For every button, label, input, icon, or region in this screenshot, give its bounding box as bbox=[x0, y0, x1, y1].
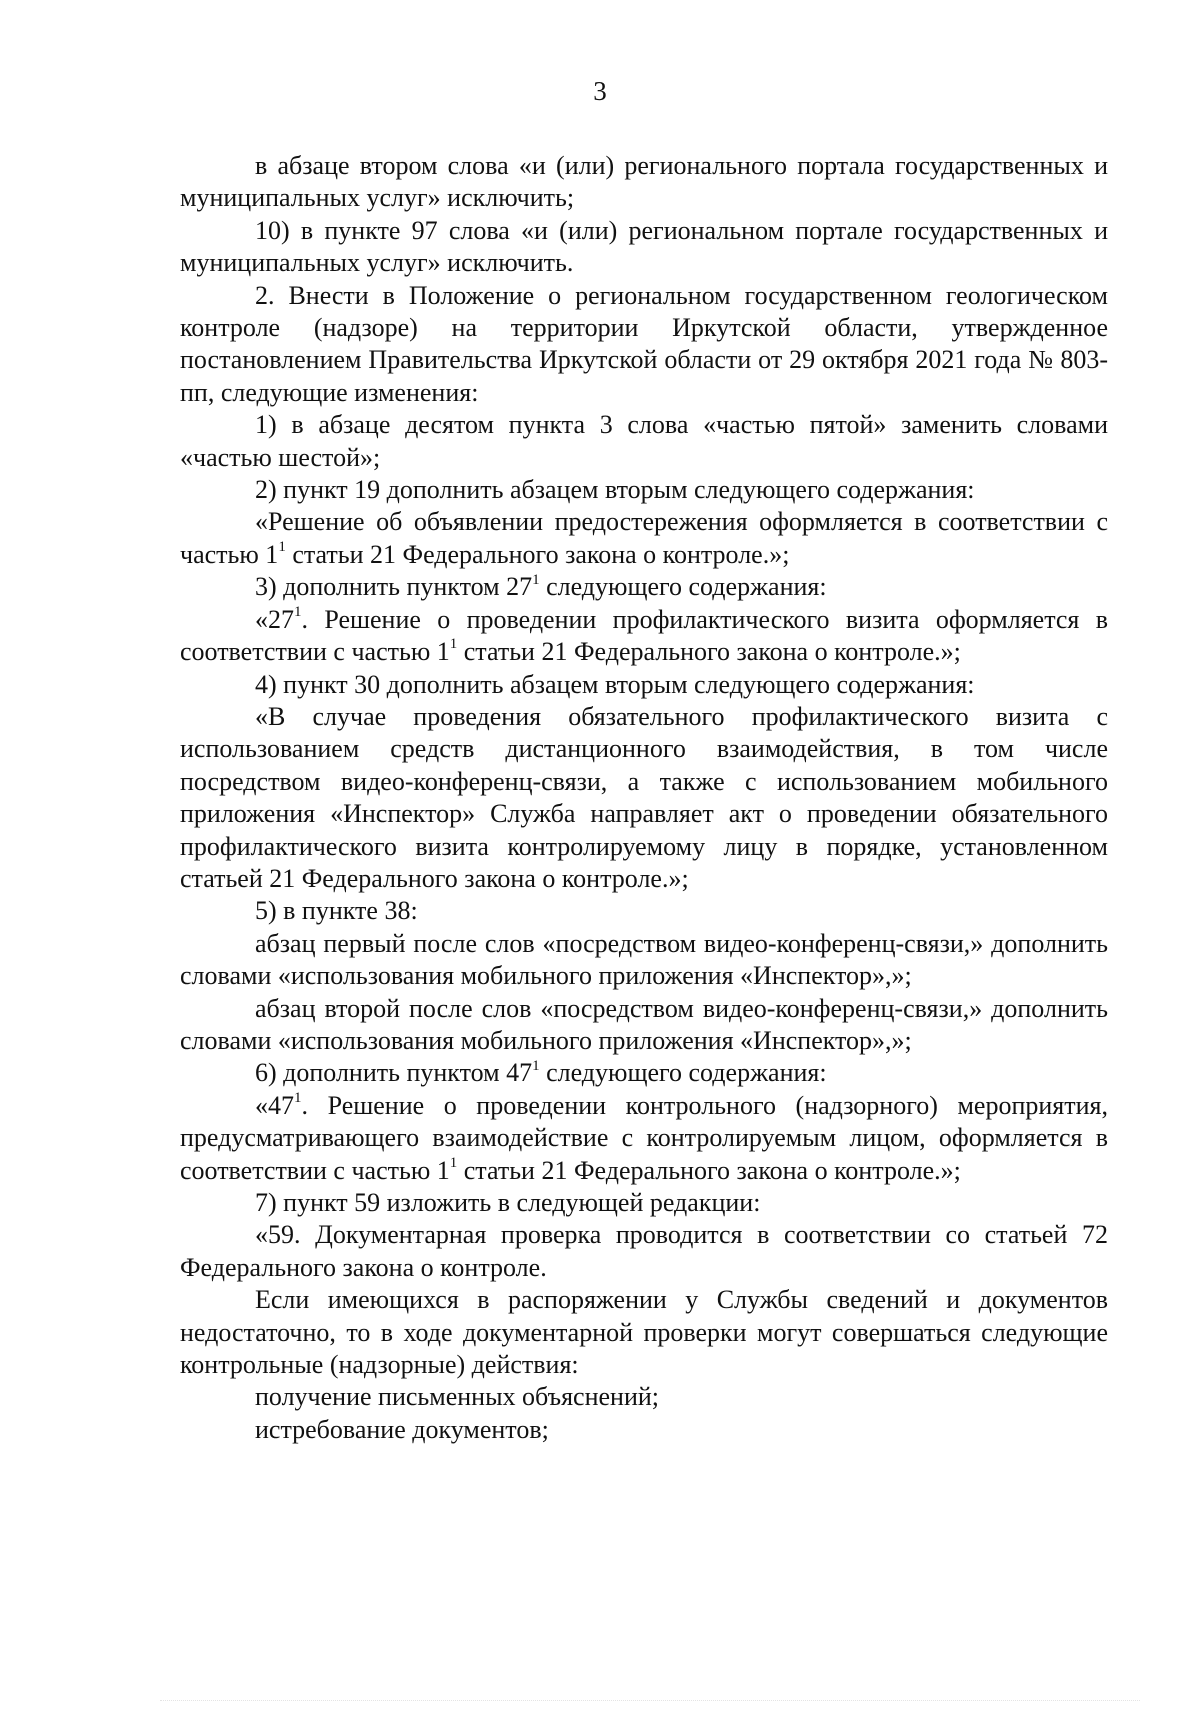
superscript: 1 bbox=[294, 604, 302, 621]
superscript: 1 bbox=[278, 539, 286, 556]
paragraph: в абзаце втором слова «и (или) регионального портала государственных и муниципальных услуг» исключить; bbox=[180, 151, 1108, 213]
paragraph-text: «27 bbox=[255, 604, 294, 634]
superscript: 1 bbox=[449, 636, 458, 653]
paragraph: «В случае проведения обязательного профилактического визита с использованием средств дистанционного взаимодействия, в том числе посредством видео-конференц-связи, а также с использованием мобильного приложения «Инспектор» Служба направляет акт о проведении обязательного профилактического визита контролируемому лицу в порядке, установленном статьей 21 Федерального закона о контроле.»; bbox=[180, 701, 1108, 893]
paragraph-text: статьи 21 Федерального закона о контроле.»; bbox=[457, 1155, 961, 1185]
paragraph-text: следующего содержания: bbox=[539, 1058, 827, 1088]
paragraph: 5) в пункте 38: bbox=[255, 896, 418, 926]
document-body bbox=[180, 150, 1108, 1446]
page-number: 3 bbox=[593, 76, 607, 106]
superscript: 1 bbox=[532, 1057, 540, 1074]
paragraph: абзац второй после слов «посредством видео-конференц-связи,» дополнить словами «использования мобильного приложения «Инспектор»,»; bbox=[180, 993, 1108, 1055]
paragraph: получение письменных объяснений; bbox=[255, 1382, 659, 1412]
paragraph-text: следующего содержания: bbox=[539, 572, 827, 602]
paragraph: 10) в пункте 97 слова «и (или) региональном портале государственных и муниципальных услуг» исключить. bbox=[180, 215, 1108, 278]
paragraph: 4) пункт 30 дополнить абзацем вторым следующего содержания: bbox=[255, 669, 975, 699]
paragraph: 7) пункт 59 изложить в следующей редакции: bbox=[255, 1188, 761, 1217]
paragraph: истребование документов; bbox=[255, 1414, 549, 1444]
paragraph: «59. Документарная проверка проводится в соответствии со статьей 72 Федерального закона о контроле. bbox=[180, 1220, 1108, 1282]
superscript: 1 bbox=[294, 1090, 302, 1107]
paragraph-text: 3) дополнить пунктом 27 bbox=[255, 572, 533, 602]
paragraph-text: статьи 21 Федерального закона о контроле.»; bbox=[457, 637, 961, 667]
paragraph-text: статьи 21 Федерального закона о контроле.»; bbox=[285, 539, 790, 569]
paragraph-text: «47 bbox=[255, 1090, 294, 1120]
paragraph: абзац первый после слов «посредством видео-конференц-связи,» дополнить словами «использования мобильного приложения «Инспектор»,»; bbox=[180, 928, 1108, 991]
paragraph bbox=[180, 1057, 1108, 1089]
paragraph: 2) пункт 19 дополнить абзацем вторым следующего содержания: bbox=[255, 475, 975, 505]
superscript: 1 bbox=[449, 1154, 458, 1171]
paragraph-text: . Решение о проведении контрольного (надзорного) мероприятия, предусматривающего взаимодействие с контролируемым лицом, оформляется в соответствии с частью 1 bbox=[180, 1090, 1108, 1185]
paragraph bbox=[180, 571, 1108, 603]
paragraph bbox=[180, 506, 1108, 571]
paragraph bbox=[180, 604, 1108, 669]
paragraph-text: 6) дополнить пунктом 47 bbox=[255, 1058, 533, 1088]
paragraph: 2. Внести в Положение о региональном государственном геологическом контроле (надзоре) на территории Иркутской области, утвержденное постановлением Правительства Иркутской области от 29 октября 2021 года № 803-пп, следующие изменения: bbox=[180, 280, 1108, 407]
paragraph-text: «Решение об объявлении предостережения оформляется в соответствии с частью 1 bbox=[180, 507, 1108, 569]
paragraph-text: . Решение о проведении профилактического визита оформляется в соответствии с частью 1 bbox=[180, 604, 1108, 667]
paragraph bbox=[180, 1090, 1108, 1187]
superscript: 1 bbox=[532, 571, 540, 588]
paragraph: Если имеющихся в распоряжении у Службы сведений и документов недостаточно, то в ходе документарной проверки могут совершаться следующие контрольные (надзорные) действия: bbox=[180, 1285, 1108, 1380]
paragraph: 1) в абзаце десятом пункта 3 слова «частью пятой» заменить словами «частью шестой»; bbox=[180, 410, 1108, 472]
scan-artifact-line bbox=[160, 1700, 1140, 1703]
